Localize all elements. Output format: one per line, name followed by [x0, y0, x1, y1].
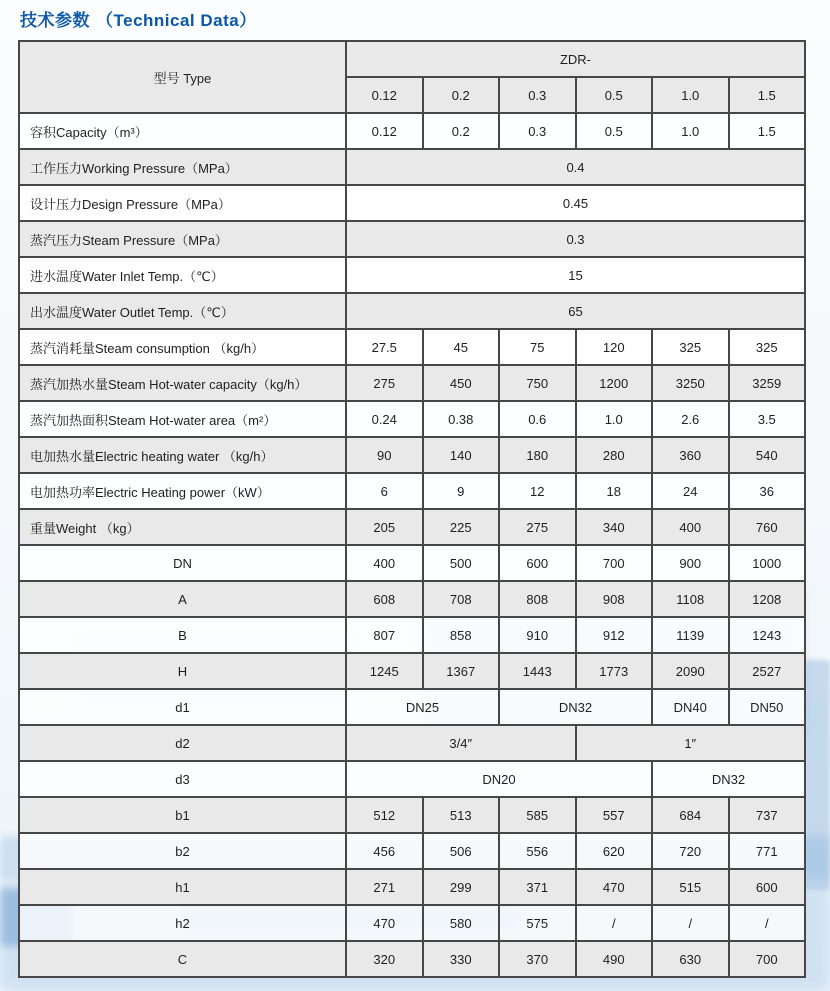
table-body: [19, 113, 805, 977]
value-cell: 600: [729, 869, 806, 905]
value-cell: 700: [729, 941, 806, 977]
value-cell: 490: [576, 941, 653, 977]
value-cell: 0.24: [346, 401, 423, 437]
value-cell: 2527: [729, 653, 806, 689]
value-cell: 600: [499, 545, 576, 581]
value-cell: 858: [423, 617, 500, 653]
row-label-cell: B: [19, 617, 346, 653]
value-cell: 0.6: [499, 401, 576, 437]
row-label-cell: 蒸汽加热面积Steam Hot-water area（m²）: [19, 401, 346, 437]
value-cell: 1.0: [652, 113, 729, 149]
value-cell: 807: [346, 617, 423, 653]
value-cell: 0.4: [346, 149, 805, 185]
value-cell: 0.2: [423, 113, 500, 149]
type-corner-cell: 型号 Type: [19, 41, 346, 113]
value-cell: 1139: [652, 617, 729, 653]
row-label-cell: H: [19, 653, 346, 689]
value-cell: 450: [423, 365, 500, 401]
value-cell: /: [729, 905, 806, 941]
value-cell: 225: [423, 509, 500, 545]
table-row: [19, 257, 805, 293]
value-cell: 36: [729, 473, 806, 509]
value-cell: 708: [423, 581, 500, 617]
value-cell: 120: [576, 329, 653, 365]
table-row: [19, 797, 805, 833]
row-label-cell: d2: [19, 725, 346, 761]
value-cell: 585: [499, 797, 576, 833]
value-cell: 580: [423, 905, 500, 941]
value-cell: 325: [652, 329, 729, 365]
value-cell: 65: [346, 293, 805, 329]
value-cell: 557: [576, 797, 653, 833]
value-cell: 9: [423, 473, 500, 509]
value-cell: 760: [729, 509, 806, 545]
value-cell: 15: [346, 257, 805, 293]
value-cell: 1200: [576, 365, 653, 401]
value-cell: 1108: [652, 581, 729, 617]
value-cell: 556: [499, 833, 576, 869]
value-cell: 325: [729, 329, 806, 365]
value-cell: 1443: [499, 653, 576, 689]
value-cell: 6: [346, 473, 423, 509]
value-cell: 910: [499, 617, 576, 653]
size-column-header: 1.0: [652, 77, 729, 113]
value-cell: 506: [423, 833, 500, 869]
value-cell: 470: [346, 905, 423, 941]
value-cell: 0.3: [499, 113, 576, 149]
value-cell: 140: [423, 437, 500, 473]
value-cell: 737: [729, 797, 806, 833]
size-column-header: 0.2: [423, 77, 500, 113]
value-cell: 275: [499, 509, 576, 545]
table-row: [19, 437, 805, 473]
value-cell: 271: [346, 869, 423, 905]
series-name-cell: ZDR-: [346, 41, 805, 77]
value-cell: 1.5: [729, 113, 806, 149]
row-label-cell: DN: [19, 545, 346, 581]
row-label-cell: h1: [19, 869, 346, 905]
size-column-header: 1.5: [729, 77, 806, 113]
row-label-cell: h2: [19, 905, 346, 941]
value-cell: 0.12: [346, 113, 423, 149]
table-row: [19, 473, 805, 509]
value-cell: 470: [576, 869, 653, 905]
value-cell: 27.5: [346, 329, 423, 365]
header-row-series: [19, 41, 805, 77]
table-row: [19, 365, 805, 401]
value-cell: 700: [576, 545, 653, 581]
value-cell: 620: [576, 833, 653, 869]
value-cell: DN32: [652, 761, 805, 797]
watermark-right-marks: [804, 660, 830, 890]
value-cell: 340: [576, 509, 653, 545]
value-cell: 3259: [729, 365, 806, 401]
size-column-header: 0.12: [346, 77, 423, 113]
table-row: [19, 653, 805, 689]
row-label-cell: 重量Weight （kg）: [19, 509, 346, 545]
technical-data-table: [18, 40, 806, 978]
value-cell: 24: [652, 473, 729, 509]
value-cell: 75: [499, 329, 576, 365]
value-cell: DN50: [729, 689, 806, 725]
value-cell: 608: [346, 581, 423, 617]
table-row: [19, 581, 805, 617]
table-row: [19, 761, 805, 797]
value-cell: 370: [499, 941, 576, 977]
row-label-cell: 设计压力Design Pressure（MPa）: [19, 185, 346, 221]
table-row: [19, 509, 805, 545]
value-cell: /: [576, 905, 653, 941]
table-row: [19, 401, 805, 437]
value-cell: 456: [346, 833, 423, 869]
value-cell: 630: [652, 941, 729, 977]
table-row: [19, 689, 805, 725]
value-cell: DN25: [346, 689, 499, 725]
row-label-cell: 出水温度Water Outlet Temp.（℃）: [19, 293, 346, 329]
value-cell: 912: [576, 617, 653, 653]
value-cell: 540: [729, 437, 806, 473]
table-row: [19, 725, 805, 761]
row-label-cell: d1: [19, 689, 346, 725]
row-label-cell: A: [19, 581, 346, 617]
value-cell: DN40: [652, 689, 729, 725]
size-column-header: 0.5: [576, 77, 653, 113]
value-cell: 3.5: [729, 401, 806, 437]
value-cell: 0.45: [346, 185, 805, 221]
value-cell: 720: [652, 833, 729, 869]
value-cell: DN20: [346, 761, 652, 797]
table-row: [19, 617, 805, 653]
value-cell: 330: [423, 941, 500, 977]
value-cell: 3250: [652, 365, 729, 401]
value-cell: 400: [346, 545, 423, 581]
table-row: [19, 113, 805, 149]
row-label-cell: 进水温度Water Inlet Temp.（℃）: [19, 257, 346, 293]
row-label-cell: 蒸汽压力Steam Pressure（MPa）: [19, 221, 346, 257]
row-label-cell: 容积Capacity（m³）: [19, 113, 346, 149]
value-cell: 360: [652, 437, 729, 473]
value-cell: 900: [652, 545, 729, 581]
table-header: [19, 41, 805, 113]
table-row: [19, 545, 805, 581]
value-cell: 1000: [729, 545, 806, 581]
page-title-zh: 技术参数: [20, 11, 90, 30]
table-row: [19, 941, 805, 977]
value-cell: 684: [652, 797, 729, 833]
table-row: [19, 293, 805, 329]
row-label-cell: 工作压力Working Pressure（MPa）: [19, 149, 346, 185]
value-cell: DN32: [499, 689, 652, 725]
value-cell: 45: [423, 329, 500, 365]
table-row: [19, 833, 805, 869]
table-row: [19, 869, 805, 905]
value-cell: 2090: [652, 653, 729, 689]
row-label-cell: d3: [19, 761, 346, 797]
value-cell: 512: [346, 797, 423, 833]
value-cell: 908: [576, 581, 653, 617]
value-cell: 1245: [346, 653, 423, 689]
table-row: [19, 329, 805, 365]
table-row: [19, 221, 805, 257]
value-cell: 400: [652, 509, 729, 545]
value-cell: 1208: [729, 581, 806, 617]
value-cell: 1367: [423, 653, 500, 689]
table-row: [19, 905, 805, 941]
value-cell: 320: [346, 941, 423, 977]
value-cell: 2.6: [652, 401, 729, 437]
value-cell: 180: [499, 437, 576, 473]
page-title-en: （Technical Data）: [96, 11, 257, 30]
value-cell: 750: [499, 365, 576, 401]
value-cell: 18: [576, 473, 653, 509]
value-cell: 371: [499, 869, 576, 905]
value-cell: /: [652, 905, 729, 941]
value-cell: 575: [499, 905, 576, 941]
value-cell: 500: [423, 545, 500, 581]
value-cell: 1773: [576, 653, 653, 689]
value-cell: 275: [346, 365, 423, 401]
value-cell: 299: [423, 869, 500, 905]
value-cell: 771: [729, 833, 806, 869]
row-label-cell: b1: [19, 797, 346, 833]
page-title: [20, 6, 257, 31]
value-cell: 205: [346, 509, 423, 545]
row-label-cell: 电加热水量Electric heating water （kg/h）: [19, 437, 346, 473]
table-row: [19, 185, 805, 221]
value-cell: 808: [499, 581, 576, 617]
value-cell: 513: [423, 797, 500, 833]
row-label-cell: 蒸汽加热水量Steam Hot-water capacity（kg/h）: [19, 365, 346, 401]
size-column-header: 0.3: [499, 77, 576, 113]
value-cell: 1.0: [576, 401, 653, 437]
value-cell: 90: [346, 437, 423, 473]
row-label-cell: 蒸汽消耗量Steam consumption （kg/h）: [19, 329, 346, 365]
value-cell: 280: [576, 437, 653, 473]
row-label-cell: b2: [19, 833, 346, 869]
row-label-cell: C: [19, 941, 346, 977]
table-row: [19, 149, 805, 185]
value-cell: 1″: [576, 725, 806, 761]
value-cell: 515: [652, 869, 729, 905]
value-cell: 12: [499, 473, 576, 509]
value-cell: 3/4″: [346, 725, 576, 761]
value-cell: 0.38: [423, 401, 500, 437]
value-cell: 0.3: [346, 221, 805, 257]
value-cell: 1243: [729, 617, 806, 653]
row-label-cell: 电加热功率Electric Heating power（kW）: [19, 473, 346, 509]
value-cell: 0.5: [576, 113, 653, 149]
